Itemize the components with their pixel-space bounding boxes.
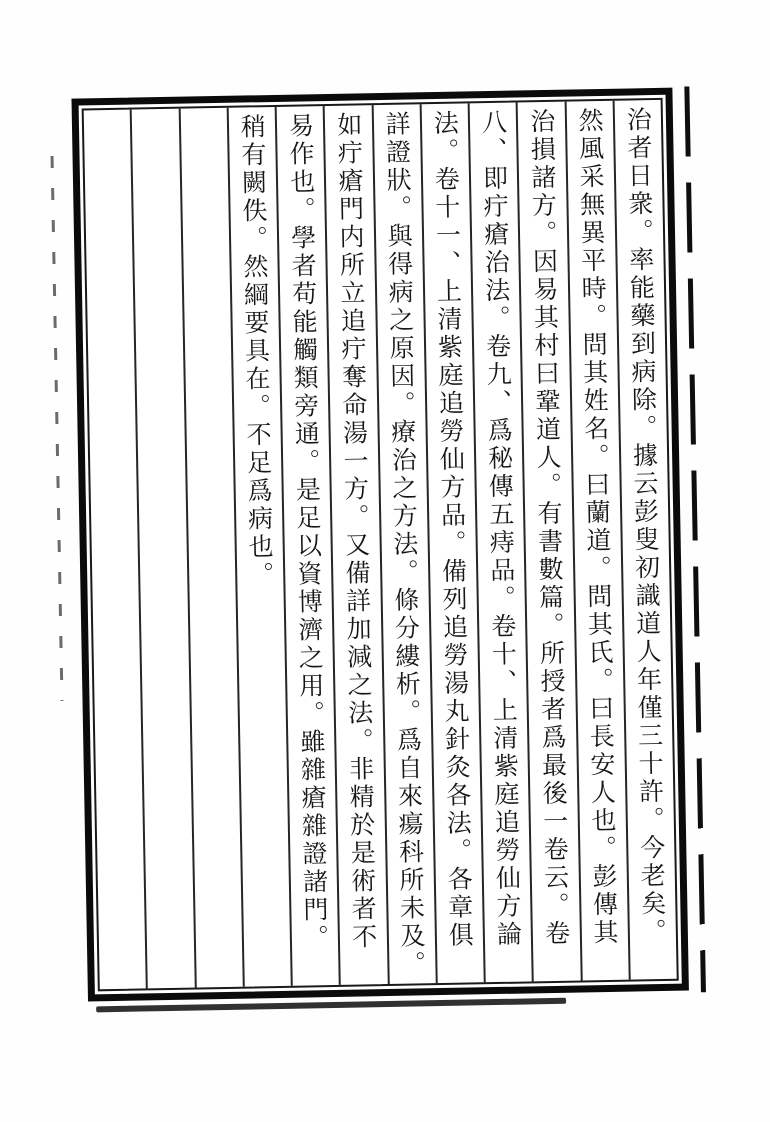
column-text: 法。卷十一、上清紫庭追勞仙方品。備列追勞湯丸針灸各法。各章俱 xyxy=(430,109,475,950)
column-text: 八、即疔瘡治法。卷九、爲秘傳五痔品。卷十、上清紫庭追勞仙方論 xyxy=(478,108,523,950)
column-text: 詳證狀。與得病之原因。療治之方法。條分縷析。爲自來瘍科所未及。 xyxy=(381,110,427,979)
scan-artifact-left-page-edge xyxy=(51,156,64,701)
column-text: 易作也。學者苟能觸類旁通。是足以資博濟之用。雖雜瘡雜證諸門。 xyxy=(285,112,330,953)
column-text: 然風采無異平時。問其姓名。曰蘭道。問其氏。曰長安人也。彭傳其 xyxy=(574,106,620,948)
column-text: 如疔瘡門内所立追疔奪命湯一方。又備詳加減之法。非精於是術者不 xyxy=(333,111,379,952)
page-frame-outer-rule xyxy=(71,88,688,1002)
column-text: 稍有闕佚。然綱要具在。不足爲病也。 xyxy=(237,113,275,590)
column-text xyxy=(203,108,219,987)
column-text xyxy=(107,110,123,989)
column-text: 治損諸方。因易其村曰鞏道人。有書數篇。所授者爲最後一卷云。卷 xyxy=(526,107,571,949)
column-text: 治者日衆。率能藥到病除。據云彭叟初識道人年僅三十許。今老矣。 xyxy=(623,106,668,947)
column-text xyxy=(155,109,171,988)
page-frame-inner-rule xyxy=(82,98,679,991)
scan-artifact-right-page-edge xyxy=(684,86,706,992)
